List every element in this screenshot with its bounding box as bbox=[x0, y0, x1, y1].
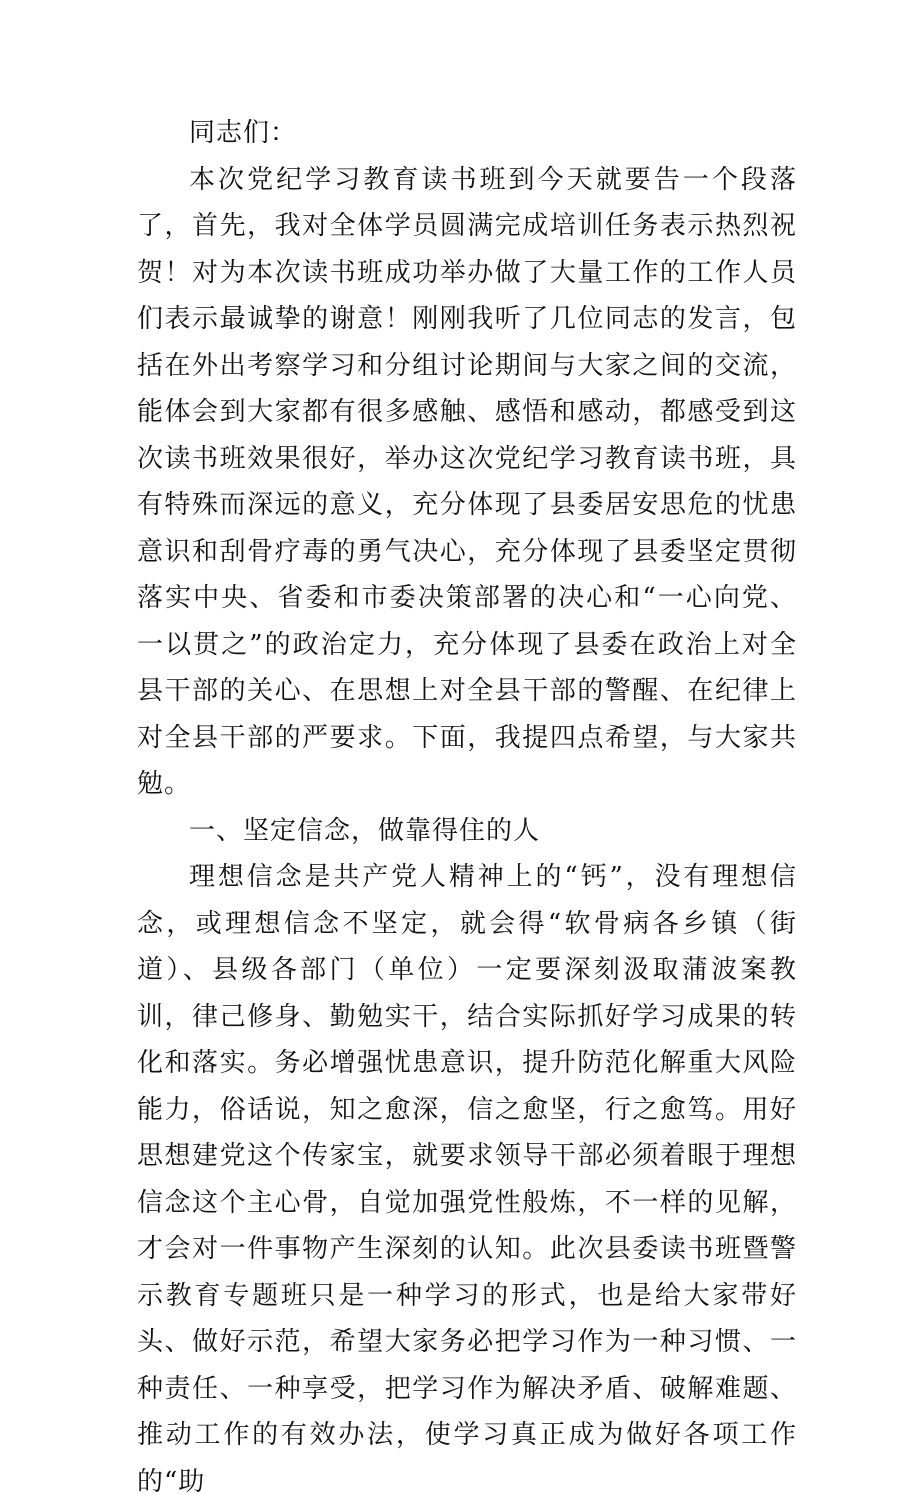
document-body bbox=[137, 110, 797, 1505]
opening-paragraph: 本次党纪学习教育读书班到今天就要告一个段落了，首先，我对全体学员圆满完成培训任务表示热烈祝贺！对为本次读书班成功举办做了大量工作的工作人员们表示最诚挚的谢意！刚刚我听了几位同志的发言，包括在外出考察学习和分组讨论期间与大家之间的交流，能体会到大家都有很多感触、感悟和感动，都感受到这次读书班效果很好，举办这次党纪学习教育读书班，具有特殊而深远的意义，充分体现了县委居安思危的忧患意识和刮骨疗毒的勇气决心，充分体现了县委坚定贯彻落实中央、省委和市委决策部署的决心和“一心向党、一以贯之”的政治定力，充分体现了县委在政治上对全县干部的关心、在思想上对全县干部的警醒、在纪律上对全县干部的严要求。下面，我提四点希望，与大家共勉。 bbox=[137, 164, 797, 799]
salutation: 同志们： bbox=[189, 118, 298, 148]
section-paragraph: 理想信念是共产党人精神上的“钙”，没有理想信念，或理想信念不坚定，就会得“软骨病各乡镇（街道）、县级各部门（单位）一定要深刻汲取蒲波案教训，律己修身、勤勉实干，结合实际抓好学习成果的转化和落实。务必增强忧患意识，提升防范化解重大风险能力，俗话说，知之愈深，信之愈坚，行之愈笃。用好思想建党这个传家宝，就要求领导干部必须着眼于理想信念这个主心骨，自觉加强党性般炼，不一样的见解，才会对一件事物产生深刻的认知。此次县委读书班暨警示教育专题班只是一种学习的形式，也是给大家带好头、做好示范，希望大家务必把学习作为一种习惯、一种责任、一种享受，把学习作为解决矛盾、破解难题、推动工作的有效办法，使学习真正成为做好各项工作的“助 bbox=[137, 862, 797, 1497]
section-heading: 一、坚定信念，做靠得住的人 bbox=[189, 815, 541, 846]
